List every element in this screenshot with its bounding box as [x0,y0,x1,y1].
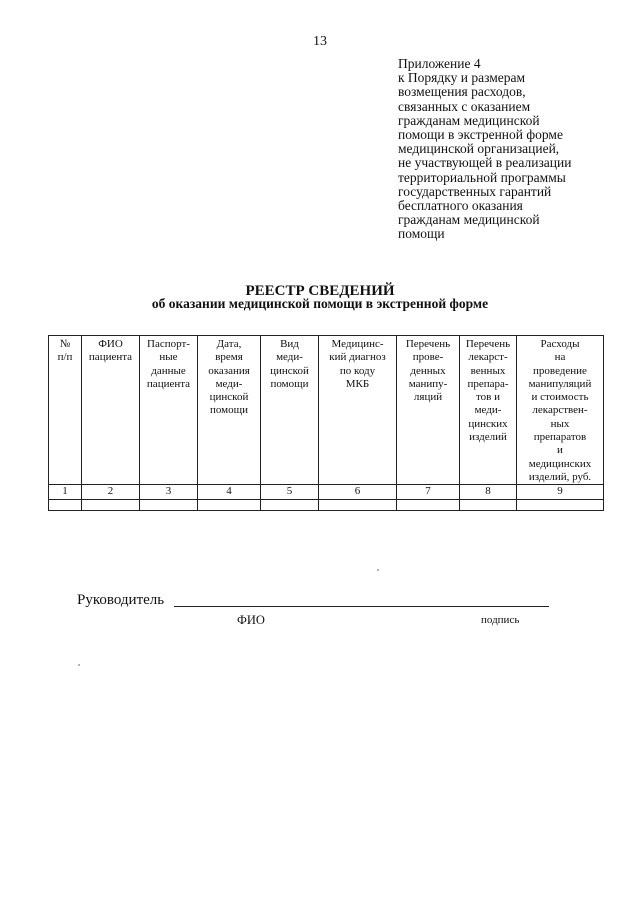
appendix-line: к Порядку и размерам [398,70,526,86]
appendix-line: связанных с оказанием [398,98,531,114]
header-cell-number: № п/п [49,336,82,485]
table-cell [82,499,140,510]
document-title: РЕЕСТР СВЕДЕНИЙ [245,283,395,299]
header-cell-passport: Паспорт- ные данные пациента [140,336,198,485]
appendix-line: бесплатного оказания [398,198,523,214]
table-cell [319,499,397,510]
document-subtitle: об оказании медицинской помощи в экстренной форме [151,296,489,311]
appendix-line: территориальной программы [398,169,566,185]
table-cell [261,499,319,510]
table-header-row [49,336,604,485]
signature-caption: подпись [481,614,520,626]
fio-caption: ФИО [237,613,265,627]
table-cell [517,499,604,510]
table-cell [198,499,261,510]
table-cell [460,499,517,510]
appendix-line: гражданам медицинской [398,212,540,228]
header-cell-diagnosis: Медицинс- кий диагноз по коду МКБ [319,336,397,485]
table-cell [140,499,198,510]
signature-label: Руководитель [77,592,165,608]
appendix-line: Приложение 4 [398,56,481,71]
header-cell-care-type: Вид меди- цинской помощи [261,336,319,485]
appendix-line: помощи [398,226,445,242]
appendix-line: медицинской организацией, [398,141,560,157]
appendix-line: государственных гарантий [398,183,552,199]
appendix-line: гражданам медицинской [398,112,540,128]
column-number: 5 [261,485,319,499]
column-number: 4 [198,485,261,499]
header-cell-datetime: Дата, время оказания меди- цинской помощи [198,336,261,485]
column-number: 2 [82,485,140,499]
appendix-note [398,57,633,242]
table-empty-row [49,499,604,510]
table-column-number-row [49,485,604,499]
appendix-line: помощи в экстренной форме [398,127,563,143]
column-number: 6 [319,485,397,499]
appendix-line: не участвующей в реализации [398,155,572,171]
page-number: 13 [313,34,327,49]
table-cell [397,499,460,510]
scan-speck [377,569,379,571]
registry-table [48,335,604,511]
appendix-line: возмещения расходов, [398,84,526,100]
column-number: 7 [397,485,460,499]
header-cell-expenses: Расходы на проведение манипуляций и стоимость лекарствен- ных препаратов и медицинских изделий, руб. [517,336,604,485]
header-cell-patient-name: ФИО пациента [82,336,140,485]
header-cell-manipulations: Перечень прове- денных манипу- ляций [397,336,460,485]
scan-speck [78,664,80,666]
signature-line [174,606,549,607]
column-number: 9 [517,485,604,499]
table-cell [49,499,82,510]
column-number: 8 [460,485,517,499]
header-cell-drugs: Перечень лекарст- венных препара- тов и меди- цинских изделий [460,336,517,485]
column-number: 1 [49,485,82,499]
column-number: 3 [140,485,198,499]
